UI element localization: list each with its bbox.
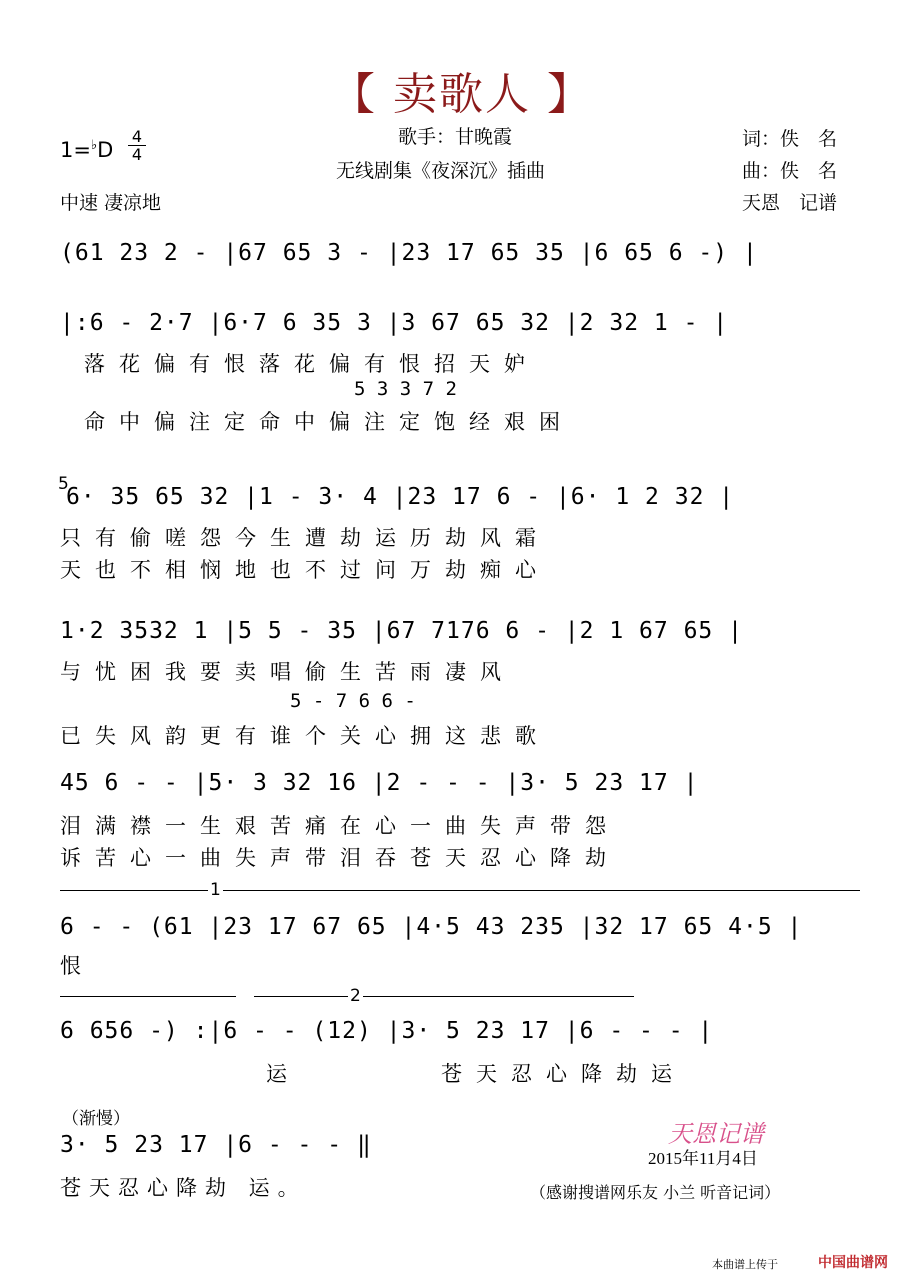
score-line-1: (61 23 2 - |67 65 3 - |23 17 65 35 |6 65 6 -) | [60,240,758,266]
lyric-5a: 泪满襟一生艰苦痛在心一曲失声带怨 [60,814,620,838]
date: 2015年11月4日 [648,1149,758,1168]
lyric-4a: 与忧困我要卖唱偷生苦雨凄风 [60,660,515,684]
ornament-2: 5 3 3 7 2 [354,378,457,400]
tempo-marking: 中速 凄凉地 [60,192,162,214]
thanks-note: （感谢搜谱网乐友 小兰 听音记词） [530,1183,781,1202]
lyric-6a: 恨 [60,954,95,978]
score-line-5: 45 6 - - |5· 3 32 16 |2 - - - |3· 5 23 17 | [60,770,699,796]
score-line-2: |:6 - 2·7 |6·7 6 35 3 |3 67 65 32 |2 32 1 - | [60,310,729,336]
composer: 曲：佚 名 [742,160,838,182]
score-line-3: 6· 35 65 32 |1 - 3· 4 |23 17 6 - |6· 1 2 32 | [66,484,735,510]
score-line-7: 6 656 -) :|6 - - (12) |3· 5 23 17 |6 - - - | [60,1018,714,1044]
key-note: D [97,138,114,162]
transcriber-signature: 天恩记谱 [668,1120,764,1148]
singer: 歌手：甘晚霞 [398,126,513,148]
lyric-5b: 诉苦心一曲失声带泪吞苍天忍心降劫 [60,846,620,870]
song-title: 【 卖歌人 】 [331,69,593,120]
lyric-7a: 运 苍天忍心降劫运 [266,1062,686,1086]
key-signature [60,138,113,162]
source: 无线剧集《夜深沉》插曲 [336,160,546,182]
lyric-3a: 只有偷嗟怨今生遭劫运历劫风霜 [60,526,550,550]
volta-1-bracket [60,890,860,891]
lyric-2b: 命中偏注定命中偏注定饱经艰困 [84,410,574,434]
ornament-4: 5 - 7 6 6 - [290,690,416,712]
score-line-4: 1·2 3532 1 |5 5 - 35 |67 7176 6 - |2 1 67 65 | [60,618,743,644]
lyric-3b: 天也不相悯地也不过问万劫痴心 [60,558,550,582]
time-top: 4 [131,127,143,146]
lyric-8a: 苍天忍心降劫 运。 [60,1176,307,1200]
volta-2-label: 2 [350,986,361,1006]
tempo-ritardando: （渐慢） [62,1109,130,1129]
transcriber: 天恩 记谱 [742,192,838,214]
score-line-8: 3· 5 23 17 |6 - - - ‖ [60,1132,372,1158]
lyricist: 词：佚 名 [742,128,838,150]
footer-text: 本曲谱上传于 [712,1258,778,1271]
volta-1-end [60,996,236,997]
site-logo[interactable]: 中国曲谱网 [818,1255,888,1271]
score-line-6: 6 - - (61 |23 17 67 65 |4·5 43 235 |32 17 65 4·5 | [60,914,803,940]
time-bottom: 4 [131,145,143,164]
time-signature [128,128,146,163]
key-label: 1= [60,138,91,162]
lyric-4b: 已失风韵更有谁个关心拥这悲歌 [60,724,550,748]
volta-2-bracket [254,996,634,997]
grace-note-3: 5 [58,474,69,494]
volta-1-label: 1 [210,880,221,900]
lyric-2a: 落花偏有恨落花偏有恨招天妒 [84,352,539,376]
flat-sign: ♭ [90,138,98,153]
